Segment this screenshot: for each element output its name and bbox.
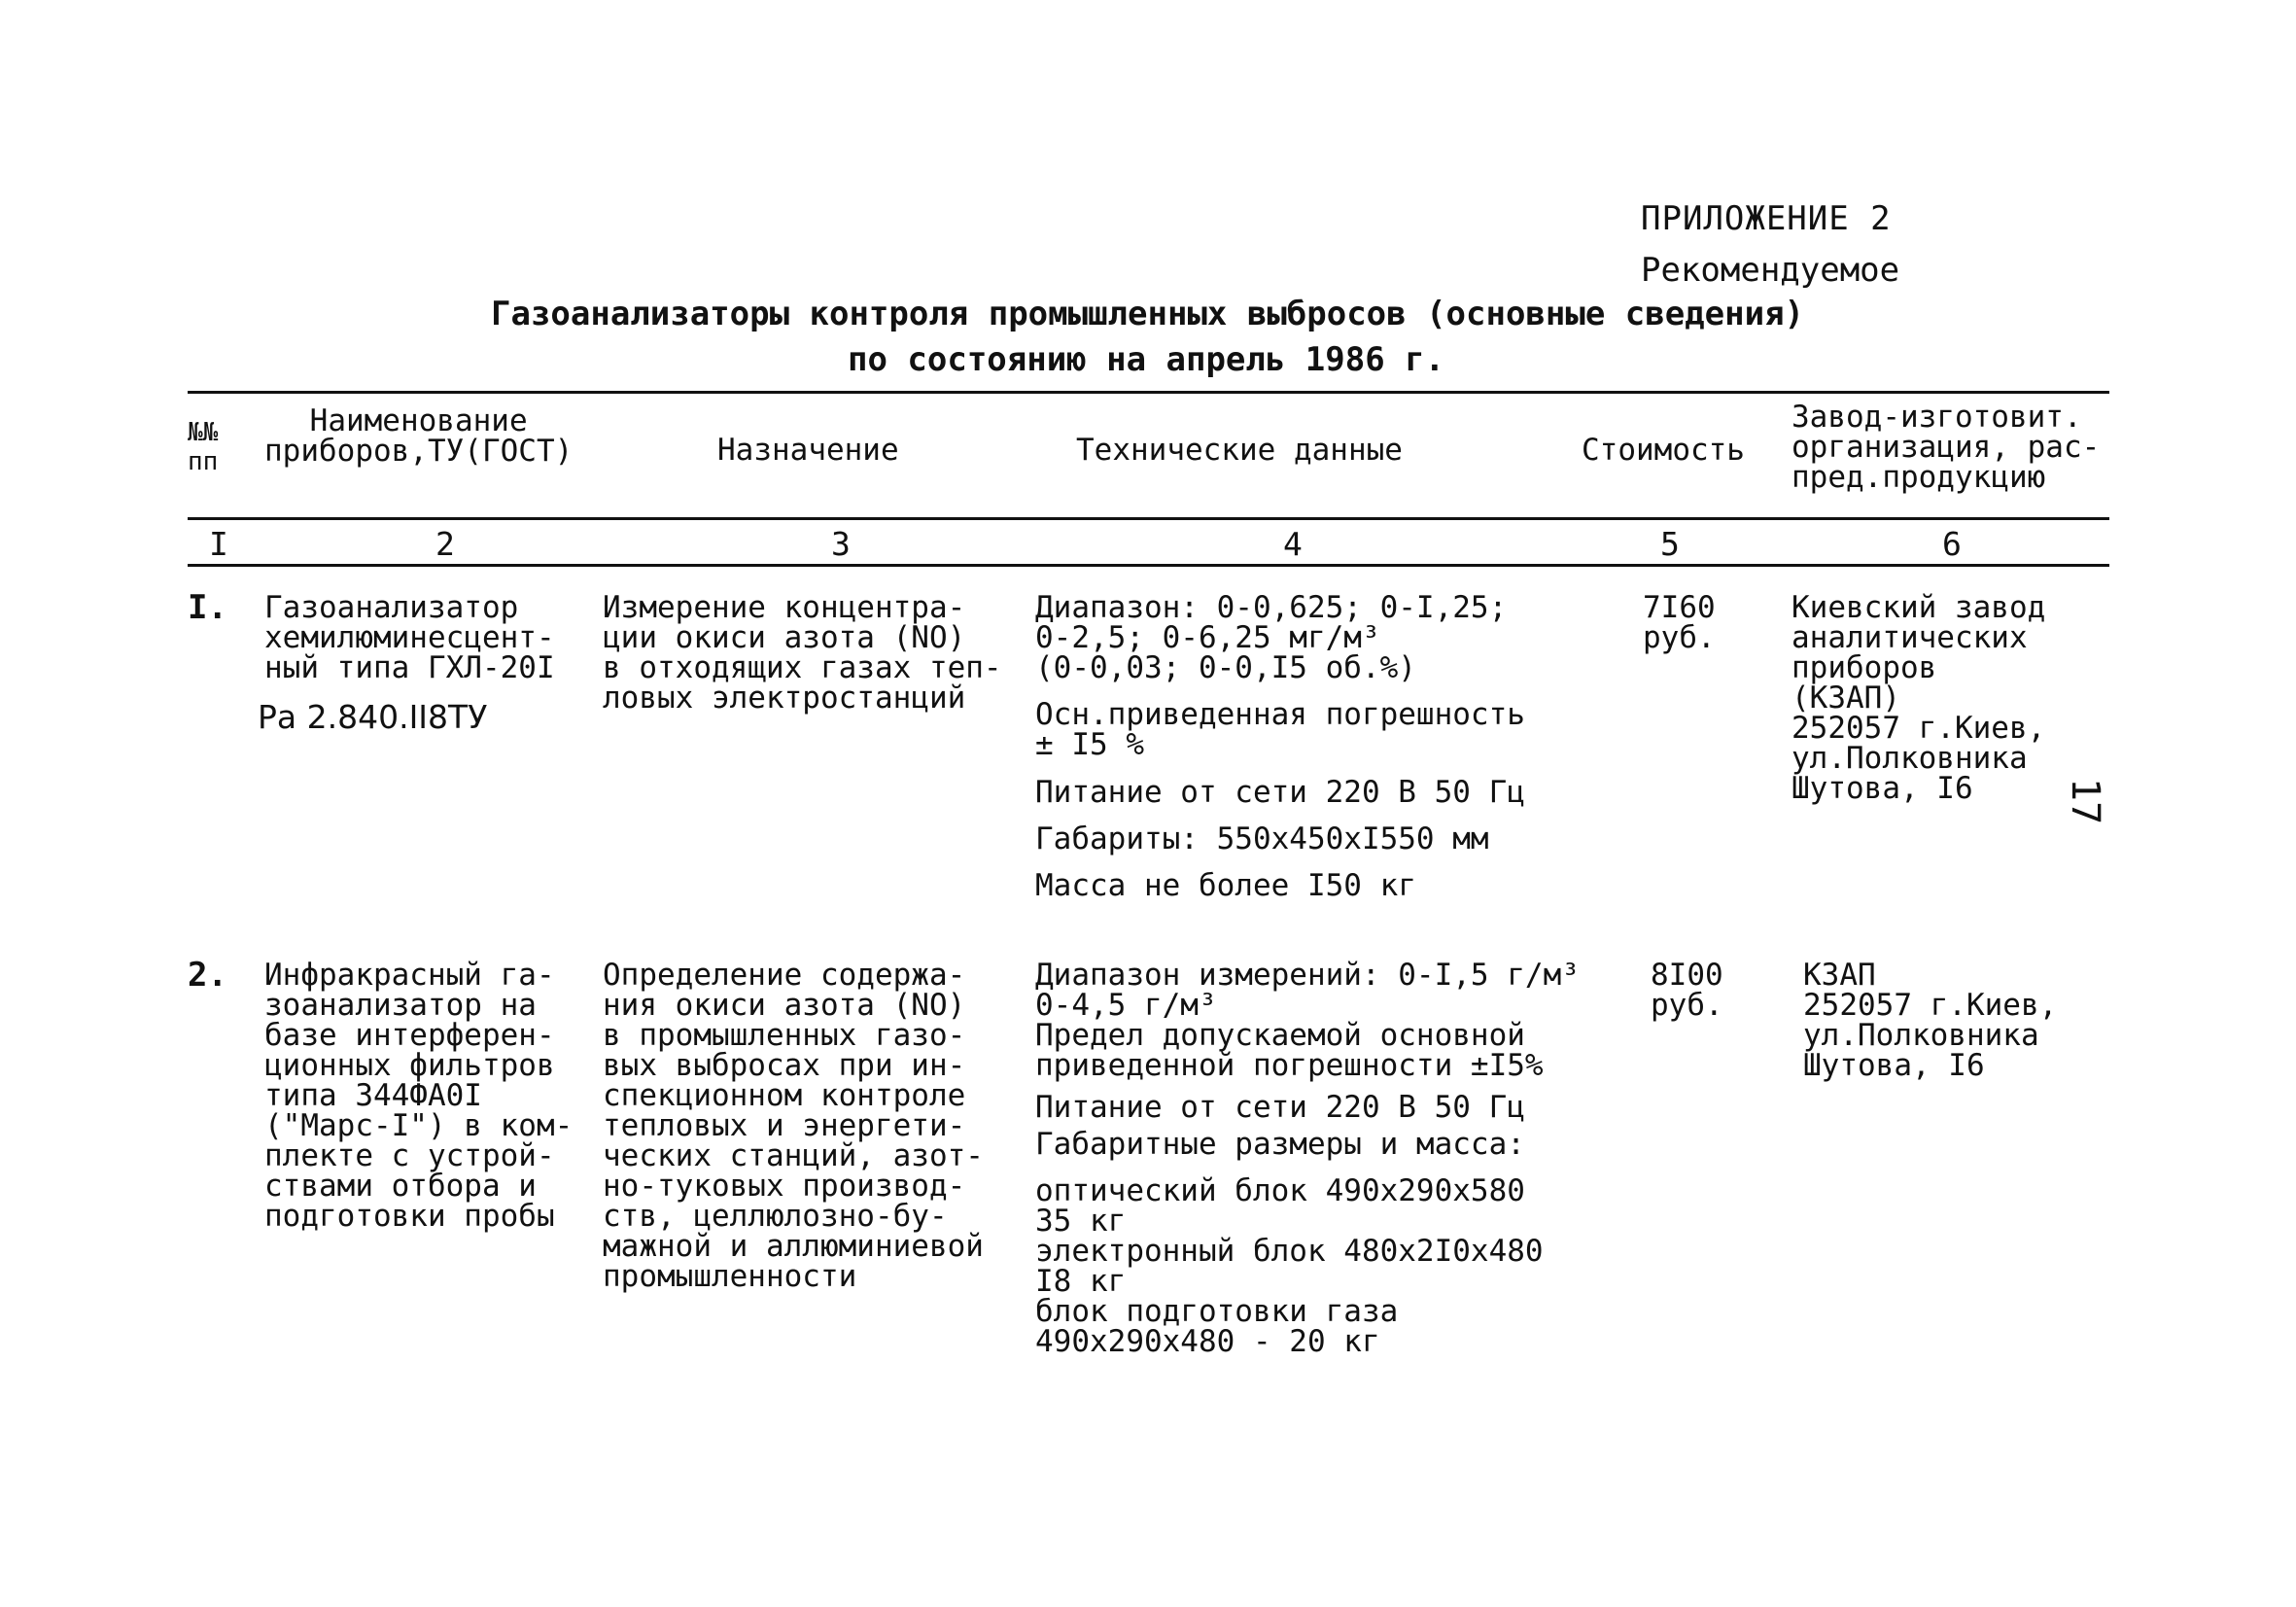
row-2-maker: КЗАП 252057 г.Киев, ул.Полковника Шутова, I6 (1803, 958, 2058, 1083)
row-1-tech-mass: Масса не более I50 кг (1035, 868, 1416, 903)
appendix-label: ПРИЛОЖЕНИЕ 2 (1641, 199, 1892, 238)
row-2-name: Инфракрасный га- зоанализатор на базе интерферен- ционных фильтров типа 344ФА0I ("Марс-I") в ком- плекте с устрой- ствами отбора и подготовки пробы (264, 958, 574, 1234)
row-1-cost: 7I60 руб. (1643, 590, 1716, 655)
colnum-6: 6 (1942, 525, 1962, 563)
header-col-4: Технические данные (1076, 433, 1403, 468)
table-top-rule (188, 391, 2109, 394)
colnum-3: 3 (831, 525, 851, 563)
page-number: 17 (2063, 778, 2107, 825)
row-1-tech-error: Осн.приведенная погрешность ± I5 % (1035, 697, 1525, 762)
row-1-tech-range: Диапазон: 0-0,625; 0-I,25; 0-2,5; 0-6,25 мг/м³ (0-0,03; 0-0,I5 об.%) (1035, 590, 1508, 685)
row-1-purpose: Измерение концентра- ции окиси азота (NO) в отходящих газах теп- ловых электростанций (603, 590, 1002, 716)
row-2-purpose: Определение содержа- ния окиси азота (NO) в промышленных газо- вых выбросах при ин- спекционном контроле тепловых и энергети- ческих станций, азот- но-туковых производ- ств, целлюлозно-бу- мажной и аллюминиевой промышленности (603, 958, 984, 1294)
colnum-2: 2 (435, 525, 455, 563)
table-header-rule (188, 517, 2109, 520)
row-2-tech-blocks: оптический блок 490х290х580 35 кг электронный блок 480х2I0х480 I8 кг блок подготовки газа 490х290х480 - 20 кг (1035, 1173, 1544, 1359)
row-1-tech-dims: Габариты: 550х450хI550 мм (1035, 821, 1489, 856)
row-1-number: I. (188, 588, 227, 627)
document-title-line1: Газоанализаторы контроля промышленных выбросов (основные сведения) (491, 295, 1805, 333)
header-col-3: Назначение (717, 433, 899, 468)
table-colnum-rule (188, 564, 2109, 567)
colnum-4: 4 (1283, 525, 1303, 563)
header-col-1: №№ пп (188, 418, 219, 476)
colnum-1: I (209, 525, 228, 563)
recommended-label: Рекомендуемое (1641, 251, 1900, 290)
header-col-6: Завод-изготовит. организация, рас- пред.продукцию (1792, 400, 2101, 495)
document-title-line2: по состоянию на апрель 1986 г. (848, 340, 1445, 379)
row-1-tech-power: Питание от сети 220 В 50 Гц (1035, 775, 1525, 810)
row-2-tech-range: Диапазон измерений: 0-I,5 г/м³ 0-4,5 г/м³ Предел допускаемой основной приведенной погрешности ±I5% (1035, 958, 1580, 1083)
row-2-number: 2. (188, 956, 227, 995)
row-1-name: Газоанализатор хемилюминесцент- ный типа ГХЛ-20I (264, 590, 555, 685)
header-col-5: Стоимость (1582, 433, 1745, 468)
row-2-cost: 8I00 руб. (1651, 958, 1723, 1023)
row-1-maker: Киевский завод аналитических приборов (КЗАП) 252057 г.Киев, ул.Полковника Шутова, I6 (1792, 590, 2046, 806)
row-1-name-code: Ра 2.840.II8ТУ (258, 698, 488, 736)
row-2-tech-power: Питание от сети 220 В 50 Гц Габаритные размеры и масса: (1035, 1090, 1525, 1162)
colnum-5: 5 (1660, 525, 1680, 563)
header-col-2: Наименование приборов,ТУ(ГОСТ) (264, 403, 574, 469)
